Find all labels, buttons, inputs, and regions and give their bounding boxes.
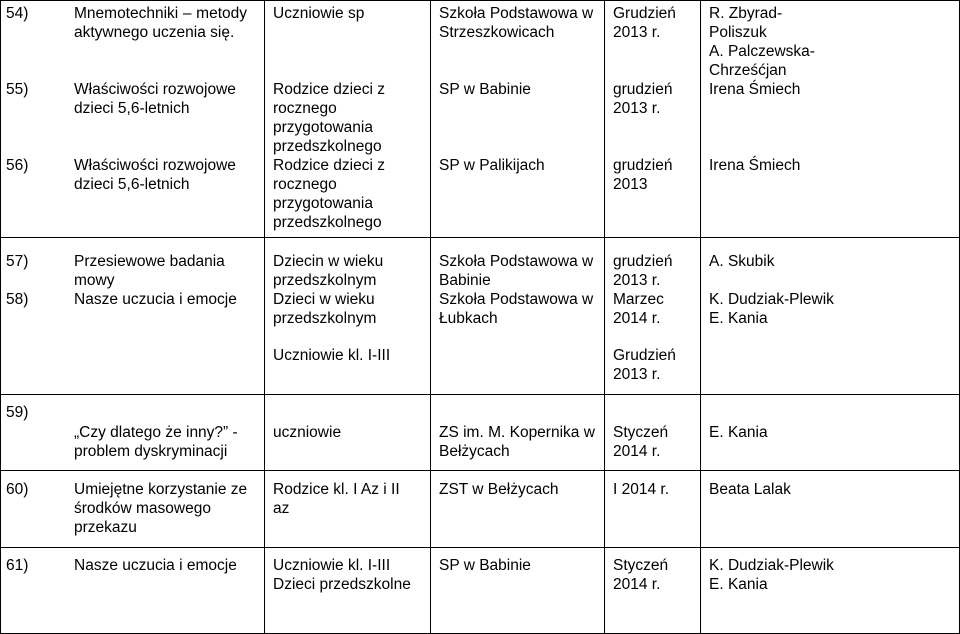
date-line: grudzień: [613, 81, 673, 98]
table-row-58-leaders: [700, 290, 960, 328]
topic-line: przekazu: [74, 519, 137, 536]
audience-line: Dzieci w wieku: [273, 291, 375, 308]
leader-line: A. Palczewska-: [709, 43, 815, 60]
leader-line: E. Kania: [709, 310, 768, 327]
leader-line: K. Dudziak-Plewik: [709, 557, 834, 574]
date-line: 2013 r.: [613, 100, 661, 117]
audience-line: rocznego: [273, 100, 337, 117]
place-line: ZS im. M. Kopernika w: [439, 424, 595, 441]
place-line: SP w Palikijach: [439, 157, 545, 174]
table-row-61-date: [604, 556, 700, 594]
date-line: 2013 r.: [613, 24, 661, 41]
table-row-57-date: [604, 252, 700, 290]
date-line: Styczeń: [613, 424, 669, 441]
audience-line: az: [273, 500, 290, 517]
table-row-57-place: [430, 252, 604, 290]
audience-line: przedszkolnego: [273, 214, 382, 231]
table-row-61-leaders: [700, 556, 960, 594]
topic-line: środków masowego: [74, 500, 211, 517]
topic-line: Umiejętne korzystanie ze: [74, 481, 248, 498]
table-row-58-place: [430, 290, 604, 328]
audience-line: przedszkolnego: [273, 138, 382, 155]
place-line: Szkoła Podstawowa w: [439, 291, 594, 308]
place-line: SP w Babinie: [439, 557, 531, 574]
audience-line: Dzieci przedszkolne: [273, 576, 411, 593]
table-row-56-place: [430, 156, 604, 175]
date-line: 2014 r.: [613, 443, 661, 460]
row-number: 57): [6, 253, 29, 270]
audience-line: Uczniowie kl. I-III: [273, 347, 391, 364]
date-line: grudzień: [613, 253, 673, 270]
table-row-60-leaders: [700, 480, 960, 499]
table-row-57-audience: [264, 252, 430, 290]
grid-line: [0, 547, 960, 548]
leader-line: Chrześćjan: [709, 62, 787, 79]
row-number: 58): [6, 291, 29, 308]
audience-line: Rodzice dzieci z: [273, 157, 385, 174]
table-row-56-date: [604, 156, 700, 194]
audience-line: przedszkolnym: [273, 310, 377, 327]
table-row-59-date: [604, 423, 700, 461]
topic-line: dzieci 5,6-letnich: [74, 176, 190, 193]
table-row-61-place: [430, 556, 604, 575]
table-row-59-leaders: [700, 423, 960, 442]
date-line: 2013: [613, 176, 648, 193]
topic-line: „Czy dlatego że inny?” -: [74, 424, 238, 441]
place-line: ZST w Bełżycach: [439, 481, 559, 498]
row-number: 55): [6, 81, 29, 98]
audience-line: Dziecin w wieku: [273, 253, 384, 270]
audience-line: przygotowania: [273, 119, 373, 136]
date-line: 2013 r.: [613, 366, 661, 383]
leader-line: Irena Śmiech: [709, 157, 801, 174]
table-row-59-place: [430, 423, 604, 461]
leader-line: R. Zbyrad-: [709, 5, 783, 22]
place-line: Bełżycach: [439, 443, 510, 460]
row-number: 54): [6, 5, 29, 22]
row-number: 59): [6, 404, 29, 421]
table-row-56-leaders: [700, 156, 960, 175]
leader-line: K. Dudziak-Plewik: [709, 291, 834, 308]
leader-line: Irena Śmiech: [709, 81, 801, 98]
audience-line: rocznego: [273, 176, 337, 193]
grid-line: [0, 237, 960, 238]
audience-line: Uczniowie kl. I-III: [273, 557, 391, 574]
date-line: 2014 r.: [613, 576, 661, 593]
table-row-57-leaders: [700, 252, 960, 271]
table-row-58b-date: [604, 346, 700, 384]
topic-line: dzieci 5,6-letnich: [74, 100, 190, 117]
topic-line: Mnemotechniki – metody: [74, 5, 247, 22]
table-row-56-audience: [264, 156, 430, 232]
table-row-58b-audience: [264, 346, 430, 365]
table-row-55-date: [604, 80, 700, 118]
audience-line: Uczniowie sp: [273, 5, 365, 22]
date-line: Styczeń: [613, 557, 669, 574]
audience-line: przedszkolnym: [273, 272, 377, 289]
table-row-54-audience: [264, 4, 430, 23]
row-number: 61): [6, 557, 29, 574]
row-number: 60): [6, 481, 29, 498]
grid-line: [0, 0, 960, 1]
grid-line: [0, 470, 960, 471]
audience-line: przygotowania: [273, 195, 373, 212]
table-row-59-audience: [264, 423, 430, 442]
table-row-55-leaders: [700, 80, 960, 99]
table-row-54-place: [430, 4, 604, 42]
topic-line: Właściwości rozwojowe: [74, 157, 236, 174]
table-row-55-place: [430, 80, 604, 99]
audience-line: Rodzice kl. I Az i II: [273, 481, 400, 498]
leader-line: A. Skubik: [709, 253, 775, 270]
place-line: Szkoła Podstawowa w: [439, 253, 594, 270]
audience-line: uczniowie: [273, 424, 342, 441]
date-line: 2013 r.: [613, 272, 661, 289]
date-line: Grudzień: [613, 5, 676, 22]
place-line: SP w Babinie: [439, 81, 531, 98]
table-row-60-place: [430, 480, 604, 499]
date-line: I 2014 r.: [613, 481, 670, 498]
topic-line: aktywnego uczenia się.: [74, 24, 235, 41]
row-number: 56): [6, 157, 29, 174]
table-row-55-audience: [264, 80, 430, 156]
place-line: Szkoła Podstawowa w: [439, 5, 594, 22]
place-line: Babinie: [439, 272, 491, 289]
leader-line: E. Kania: [709, 576, 768, 593]
leader-line: Beata Lalak: [709, 481, 791, 498]
topic-line: Nasze uczucia i emocje: [74, 291, 237, 308]
table-row-58-date: [604, 290, 700, 328]
topic-line: problem dyskryminacji: [74, 443, 228, 460]
table-row-54-date: [604, 4, 700, 42]
grid-line: [0, 394, 960, 395]
place-line: Strzeszkowicach: [439, 24, 555, 41]
date-line: 2014 r.: [613, 310, 661, 327]
leader-line: E. Kania: [709, 424, 768, 441]
topic-line: Właściwości rozwojowe: [74, 81, 236, 98]
audience-line: Rodzice dzieci z: [273, 81, 385, 98]
date-line: Marzec: [613, 291, 664, 308]
date-line: Grudzień: [613, 347, 676, 364]
table-row-60-date: [604, 480, 700, 499]
table-row-58-audience: [264, 290, 430, 328]
place-line: Łubkach: [439, 310, 498, 327]
date-line: grudzień: [613, 157, 673, 174]
grid-line: [0, 0, 1, 634]
leader-line: Poliszuk: [709, 24, 767, 41]
topic-line: Nasze uczucia i emocje: [74, 557, 237, 574]
table-row-61-audience: [264, 556, 430, 594]
topic-line: Przesiewowe badania: [74, 253, 225, 270]
topic-line: mowy: [74, 272, 115, 289]
table-row-60-audience: [264, 480, 430, 518]
table-row-54-leaders: [700, 4, 960, 80]
